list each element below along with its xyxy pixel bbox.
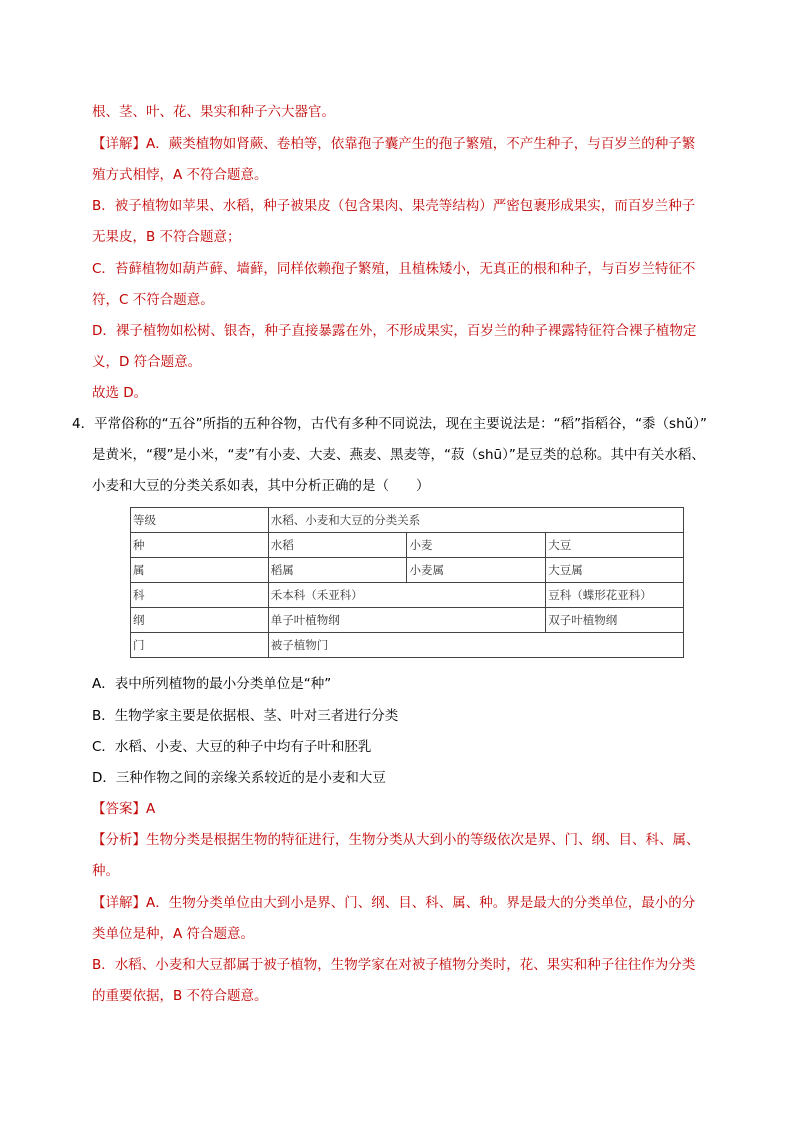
option-b: B．生物学家主要是依据根、茎、叶对三者进行分类 bbox=[92, 708, 399, 724]
table-row bbox=[131, 533, 684, 558]
answer-line bbox=[92, 800, 155, 818]
detail-a-line2: 殖方式相悖，A 不符合题意。 bbox=[92, 167, 268, 183]
detail-a-line1 bbox=[92, 135, 695, 153]
option-a: A．表中所列植物的最小分类单位是“种” bbox=[92, 676, 332, 692]
table-cell: 小麦 bbox=[407, 533, 546, 558]
table-cell: 科 bbox=[131, 583, 269, 608]
explain-a-text: A．生物分类单位由大到小是界、门、纲、目、科、属、种。界是最大的分类单位，最小的分 bbox=[146, 895, 696, 911]
table-cell: 水稻 bbox=[268, 533, 407, 558]
table-cell: 被子植物门 bbox=[268, 633, 683, 658]
answer-tag: 【答案】 bbox=[92, 801, 146, 817]
question-4-line2: 是黄米，“稷”是小米，“麦”有小麦、大麦、燕麦、黑麦等，“菽（shū）”是豆类的总称。其中有关水稻、 bbox=[92, 447, 705, 463]
analysis-line1 bbox=[92, 831, 700, 849]
analysis-line2: 种。 bbox=[92, 863, 119, 879]
table-cell: 单子叶植物纲 bbox=[268, 608, 545, 633]
detail-c-line2: 符，C 不符合题意。 bbox=[92, 292, 214, 308]
question-4-line3: 小麦和大豆的分类关系如表，其中分析正确的是（ ） bbox=[92, 478, 430, 494]
table-cell: 大豆属 bbox=[546, 558, 684, 583]
table-cell: 属 bbox=[131, 558, 269, 583]
table-cell: 禾本科（禾亚科） bbox=[268, 583, 545, 608]
classification-table bbox=[130, 507, 684, 658]
table-row bbox=[131, 608, 684, 633]
table-row bbox=[131, 558, 684, 583]
question-text: 平常俗称的“五谷”所指的五种谷物，古代有多种不同说法，现在主要说法是：“稻”指稻谷，“黍（shǔ）” bbox=[94, 416, 707, 432]
table-cell: 等级 bbox=[131, 508, 269, 533]
detail-d-line1: D．裸子植物如松树、银杏，种子直接暴露在外，不形成果实，百岁兰的种子裸露特征符合裸子植物定 bbox=[92, 323, 697, 339]
table-row bbox=[131, 508, 684, 533]
detail-b-line2: 无果皮，B 不符合题意； bbox=[92, 229, 241, 245]
explain-a-line1 bbox=[92, 894, 695, 912]
detail-tag: 【详解】 bbox=[92, 136, 146, 152]
table-cell: 稻属 bbox=[268, 558, 407, 583]
explain-a-line2: 类单位是种，A 符合题意。 bbox=[92, 926, 255, 942]
detail-a-text: A．蕨类植物如肾蕨、卷柏等，依靠孢子囊产生的孢子繁殖，不产生种子，与百岁兰的种子繁 bbox=[146, 136, 696, 152]
explain-b-line2: 的重要依据，B 不符合题意。 bbox=[92, 988, 268, 1004]
table-cell: 豆科（蝶形花亚科） bbox=[546, 583, 684, 608]
table-cell: 纲 bbox=[131, 608, 269, 633]
analysis-tag: 【分析】 bbox=[92, 832, 146, 848]
table-row bbox=[131, 583, 684, 608]
detail-d-line2: 义，D 符合题意。 bbox=[92, 354, 202, 370]
table-cell: 水稻、小麦和大豆的分类关系 bbox=[268, 508, 683, 533]
table-cell: 双子叶植物纲 bbox=[546, 608, 684, 633]
explain-b-line1: B．水稻、小麦和大豆都属于被子植物，生物学家在对被子植物分类时，花、果实和种子往往作为分类 bbox=[92, 957, 696, 973]
table-row bbox=[131, 633, 684, 658]
table-cell: 小麦属 bbox=[407, 558, 546, 583]
analysis-text: 生物分类是根据生物的特征进行，生物分类从大到小的等级依次是界、门、纲、目、科、属、 bbox=[146, 832, 700, 848]
question-number: 4． bbox=[72, 416, 95, 432]
option-d: D．三种作物之间的亲缘关系较近的是小麦和大豆 bbox=[92, 770, 386, 786]
paragraph: 根、茎、叶、花、果实和种子六大器官。 bbox=[92, 104, 335, 120]
answer-value: A bbox=[146, 801, 156, 817]
question-4-line1 bbox=[72, 415, 707, 433]
option-c: C．水稻、小麦、大豆的种子中均有子叶和胚乳 bbox=[92, 739, 372, 755]
detail-c-line1: C．苔藓植物如葫芦藓、墙藓，同样依赖孢子繁殖，且植株矮小，无真正的根和种子，与百岁兰特征不 bbox=[92, 261, 696, 277]
detail-tag: 【详解】 bbox=[92, 895, 146, 911]
detail-b-line1: B．被子植物如苹果、水稻，种子被果皮（包含果肉、果壳等结构）严密包裹形成果实，而百岁兰种子 bbox=[92, 198, 696, 214]
table-cell: 种 bbox=[131, 533, 269, 558]
table-cell: 门 bbox=[131, 633, 269, 658]
choose-line: 故选 D。 bbox=[92, 385, 148, 401]
table-cell: 大豆 bbox=[546, 533, 684, 558]
